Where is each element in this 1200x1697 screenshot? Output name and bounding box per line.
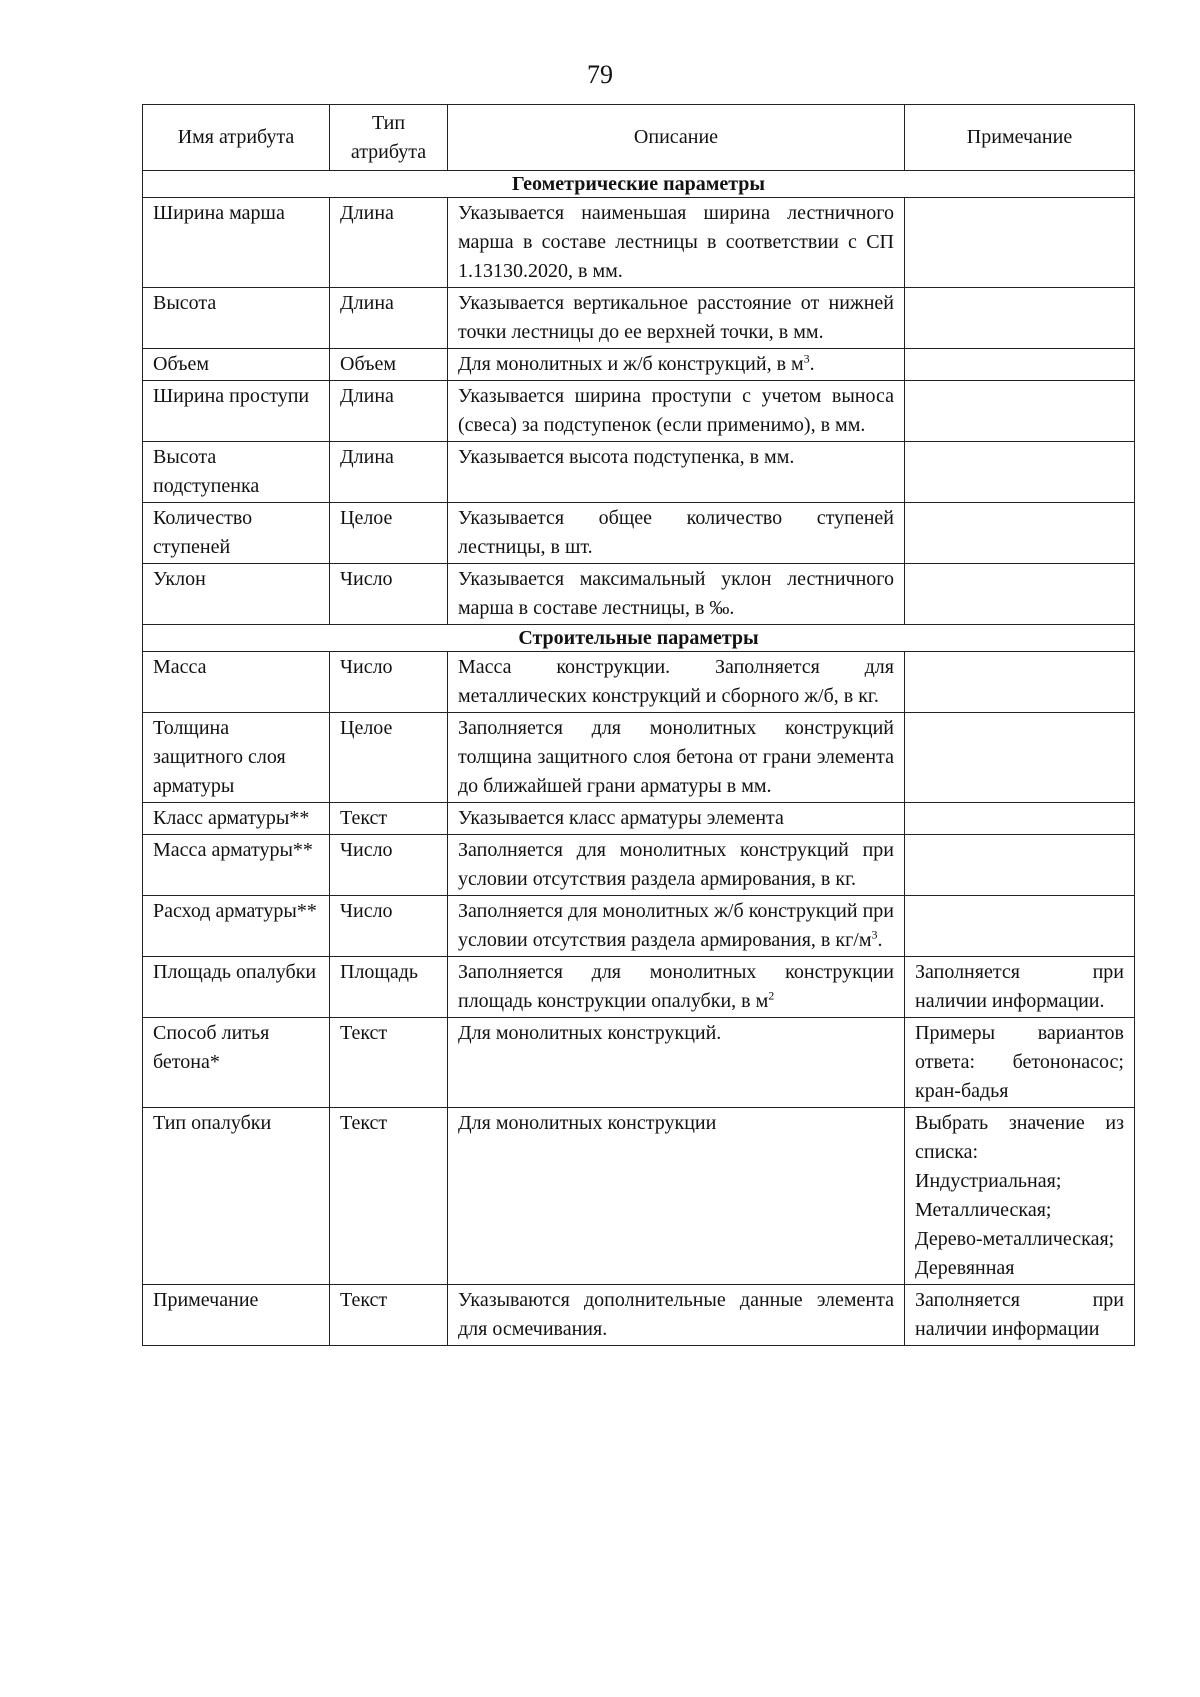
- note-cell: Примеры вариантов ответа: бетононасос; кран-бадья: [905, 1018, 1135, 1108]
- description-cell: [448, 896, 905, 957]
- attribute-type-cell: Длина: [330, 381, 448, 442]
- note-cell: [905, 896, 1135, 957]
- note-cell: [905, 349, 1135, 381]
- note-line: Дерево-металлическая;: [915, 1228, 1115, 1250]
- description-cell: [448, 957, 905, 1018]
- note-cell: [905, 713, 1135, 803]
- description-cell: [448, 349, 905, 381]
- attribute-type-cell: Число: [330, 896, 448, 957]
- attribute-type-cell: Целое: [330, 503, 448, 564]
- attribute-name-cell: Способ литья бетона*: [143, 1018, 330, 1108]
- attribute-name-cell: Толщина защитного слоя арматуры: [143, 713, 330, 803]
- table-row: [143, 1018, 1135, 1108]
- description-cell: Указываются дополнительные данные элемента для осмечивания.: [448, 1285, 905, 1346]
- table-row: [143, 564, 1135, 625]
- attribute-name-cell: Примечание: [143, 1285, 330, 1346]
- table-row: [143, 1108, 1135, 1285]
- table-row: [143, 381, 1135, 442]
- table-row: [143, 835, 1135, 896]
- table-row: [143, 803, 1135, 835]
- attribute-name-cell: Площадь опалубки: [143, 957, 330, 1018]
- attribute-type-cell: Длина: [330, 442, 448, 503]
- description-text: Заполняется для монолитных ж/б конструкций при условии отсутствия раздела армирования, в кг/м: [458, 900, 894, 951]
- attribute-type-cell: Число: [330, 564, 448, 625]
- description-cell: Указывается максимальный уклон лестничного марша в составе лестницы, в ‰.: [448, 564, 905, 625]
- attribute-type-cell: Текст: [330, 803, 448, 835]
- description-tail: .: [809, 353, 815, 375]
- description-tail: .: [877, 929, 883, 951]
- table-row: [143, 896, 1135, 957]
- attribute-type-cell: Целое: [330, 713, 448, 803]
- attribute-name-cell: Количество ступеней: [143, 503, 330, 564]
- unit-exponent: 3: [871, 927, 878, 942]
- description-cell: Для монолитных конструкций.: [448, 1018, 905, 1108]
- attribute-type-cell: Объем: [330, 349, 448, 381]
- header-description: Описание: [448, 105, 905, 171]
- header-type: Тип атрибута: [330, 105, 448, 171]
- section-header-row: [143, 625, 1135, 652]
- description-cell: Указывается вертикальное расстояние от нижней точки лестницы до ее верхней точки, в мм.: [448, 288, 905, 349]
- note-line: Деревянная: [915, 1257, 1015, 1279]
- description-cell: Масса конструкции. Заполняется для металлических конструкций и сборного ж/б, в кг.: [448, 652, 905, 713]
- section-title: Геометрические параметры: [143, 171, 1135, 198]
- attribute-name-cell: Класс арматуры**: [143, 803, 330, 835]
- header-name: Имя атрибута: [143, 105, 330, 171]
- attribute-name-cell: Расход арматуры**: [143, 896, 330, 957]
- attribute-name-cell: Ширина марша: [143, 198, 330, 288]
- description-text: Заполняется для монолитных конструкции площадь конструкции опалубки, в м: [458, 961, 894, 1012]
- table-row: [143, 652, 1135, 713]
- table-row: [143, 349, 1135, 381]
- attribute-type-cell: Число: [330, 652, 448, 713]
- table-body: [143, 171, 1135, 1346]
- attribute-type-cell: Текст: [330, 1018, 448, 1108]
- description-cell: Заполняется для монолитных конструкций при условии отсутствия раздела армирования, в кг.: [448, 835, 905, 896]
- note-cell: [905, 835, 1135, 896]
- description-cell: Указывается высота подступенка, в мм.: [448, 442, 905, 503]
- note-cell: [905, 1108, 1135, 1285]
- note-cell: [905, 381, 1135, 442]
- note-cell: [905, 442, 1135, 503]
- note-cell: [905, 564, 1135, 625]
- note-line: Индустриальная;: [915, 1170, 1062, 1192]
- description-cell: Указывается класс арматуры элемента: [448, 803, 905, 835]
- attribute-name-cell: Высота подступенка: [143, 442, 330, 503]
- table-row: [143, 1285, 1135, 1346]
- table-header-row: [143, 105, 1135, 171]
- attribute-name-cell: Тип опалубки: [143, 1108, 330, 1285]
- attribute-name-cell: Уклон: [143, 564, 330, 625]
- section-header-row: [143, 171, 1135, 198]
- note-cell: [905, 652, 1135, 713]
- attribute-type-cell: Число: [330, 835, 448, 896]
- note-cell: [905, 198, 1135, 288]
- note-cell: [905, 503, 1135, 564]
- description-text: Для монолитных и ж/б конструкций, в м: [458, 353, 804, 375]
- attribute-name-cell: Масса арматуры**: [143, 835, 330, 896]
- attribute-name-cell: Высота: [143, 288, 330, 349]
- note-cell: [905, 288, 1135, 349]
- attribute-table: [142, 104, 1135, 1346]
- note-cell: [905, 803, 1135, 835]
- description-cell: Заполняется для монолитных конструкций толщина защитного слоя бетона от грани элемента до ближайшей грани арматуры в мм.: [448, 713, 905, 803]
- unit-exponent: 3: [803, 351, 810, 366]
- table-row: [143, 957, 1135, 1018]
- unit-exponent: 2: [768, 988, 775, 1003]
- attribute-type-cell: Длина: [330, 198, 448, 288]
- note-cell: Заполняется при наличии информации.: [905, 957, 1135, 1018]
- description-cell: Указывается наименьшая ширина лестничного марша в составе лестницы в соответствии с СП 1.13130.2020, в мм.: [448, 198, 905, 288]
- table-row: [143, 198, 1135, 288]
- note-line: Выбрать значение из списка:: [915, 1112, 1124, 1163]
- description-cell: Указывается ширина проступи с учетом выноса (свеса) за подступенок (если применимо), в мм.: [448, 381, 905, 442]
- attribute-name-cell: Ширина проступи: [143, 381, 330, 442]
- attribute-type-cell: Длина: [330, 288, 448, 349]
- page-number: 79: [587, 60, 613, 89]
- attribute-name-cell: Масса: [143, 652, 330, 713]
- note-line: Металлическая;: [915, 1199, 1052, 1221]
- attribute-name-cell: Объем: [143, 349, 330, 381]
- note-cell: Заполняется при наличии информации: [905, 1285, 1135, 1346]
- table-row: [143, 288, 1135, 349]
- attribute-type-cell: Текст: [330, 1108, 448, 1285]
- table-row: [143, 503, 1135, 564]
- section-title: Строительные параметры: [143, 625, 1135, 652]
- table-row: [143, 442, 1135, 503]
- attribute-type-cell: Площадь: [330, 957, 448, 1018]
- table-row: [143, 713, 1135, 803]
- attribute-type-cell: Текст: [330, 1285, 448, 1346]
- header-note: Примечание: [905, 105, 1135, 171]
- description-cell: Указывается общее количество ступеней лестницы, в шт.: [448, 503, 905, 564]
- description-cell: Для монолитных конструкции: [448, 1108, 905, 1285]
